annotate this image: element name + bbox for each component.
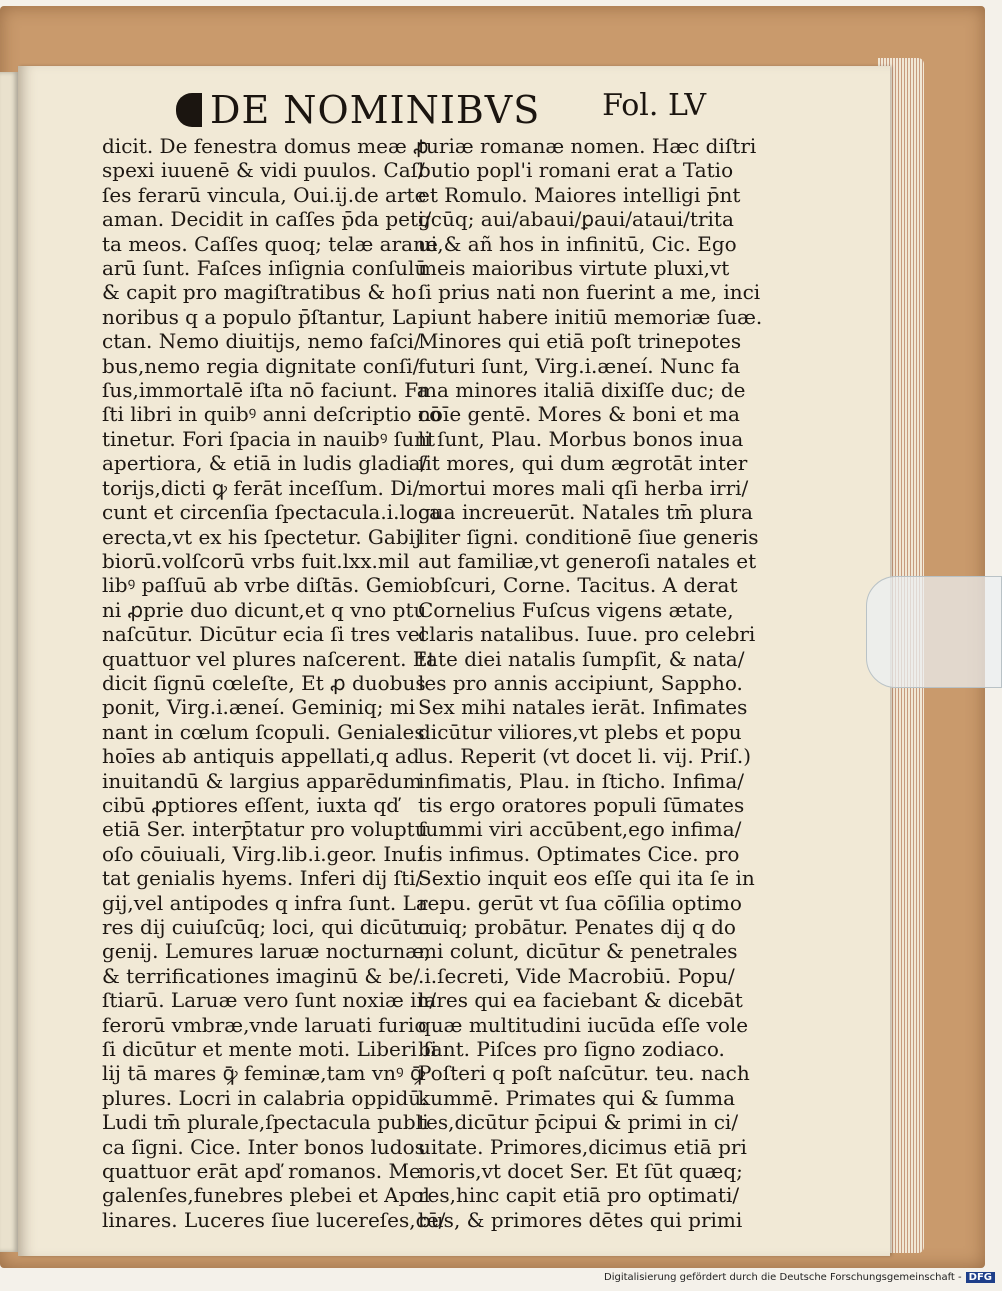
text-line: ma minores italiā dixiſſe duc; de: [418, 378, 746, 403]
text-line: ui,& añ hos in infinitū, Cic. Ego: [418, 231, 737, 256]
text-line: oſo cōuiuali, Virg.lib.i.geor. Inuí: [102, 841, 424, 866]
text-line: gcūq; aui/abaui/ꝑaui/ataui/trita: [418, 207, 734, 232]
text-column-right: [418, 134, 763, 1232]
text-line: liter ſigni. conditionē ſiue generis: [418, 524, 759, 549]
text-line: arū ſunt. Faſces inſignia conſulū: [102, 256, 428, 281]
text-line: lares qui ea faciebant & dicebāt: [418, 988, 743, 1013]
text-line: mortui mores mali qſi herba irri/: [418, 475, 749, 500]
digitization-credit: [604, 1272, 995, 1283]
text-line: noīe gentē. Mores & boni et ma: [418, 402, 740, 427]
text-line: quattuor erāt apď romanos. Me: [102, 1159, 421, 1184]
text-line: ferorū vmbræ,vnde laruati furio: [102, 1012, 427, 1037]
text-line: et Romulo. Maiores intelligi p̄nt: [418, 182, 741, 207]
text-line: dicit. De fenestra domus meæ ꝓ: [102, 134, 429, 158]
text-line: mi colunt, dicūtur & penetrales: [418, 939, 738, 964]
text-line: moris,vt docet Ser. Et ſūt quæq;: [418, 1159, 743, 1184]
text-line: linares. Luceres ſiue lucereſes,cē/: [102, 1207, 446, 1232]
text-line: aut familiæ,vt generoſi natales et: [418, 548, 757, 573]
text-line: ta meos. Caſſes quoq; telæ arane: [102, 231, 438, 256]
page-header: [176, 84, 706, 134]
text-line: Cornelius Fuſcus vigens ætate,: [418, 597, 734, 622]
text-line: noribus q a populo p̄ſtantur, La: [102, 304, 418, 329]
text-line: cuiq; probātur. Penates dij q do: [418, 915, 736, 939]
text-line: tis ergo oratores populi ſūmates: [418, 792, 745, 817]
text-line: bus,nemo regia dignitate conſi/: [102, 353, 420, 378]
text-line: ſi dicūtur et mente moti. Liberi ſi: [102, 1037, 437, 1062]
text-line: ctan. Nemo diuitijs, nemo faſci/: [102, 329, 421, 354]
text-line: li ſunt, Plau. Morbus bonos inua: [418, 426, 744, 451]
text-line: lij tā mares ꝙ̄ feminæ,tam vnꝰ ꝙ̄: [102, 1061, 426, 1086]
text-column-left: [102, 134, 446, 1232]
chapter-title-text: DE NOMINIBVS: [210, 88, 541, 132]
text-line: tis infimus. Optimates Cice. pro: [418, 841, 740, 866]
text-line: Ludi tm̄ plurale,ſpectacula publi: [102, 1110, 429, 1135]
text-line: biorū.volſcorū vrbs fuit.lxx.mil: [102, 548, 410, 573]
text-line: naſcūtur. Dicūtur ecia ſi tres vel: [102, 622, 427, 647]
text-line: & terrificationes imaginū & be/: [102, 963, 420, 988]
text-line: tate diei natalis ſumpſit, & nata/: [418, 646, 745, 671]
text-line: ſtiarū. Laruæ vero ſunt noxiæ in/: [102, 988, 437, 1013]
text-line: repu. gerūt vt ſua cōſilia optimo: [418, 890, 742, 915]
text-line: Sex mihi natales ierāt. Infimates: [418, 695, 748, 720]
folio-number: Fol. LV: [602, 88, 706, 123]
text-line: Poſteri q poſt naſcūtur. teu. nach: [418, 1061, 750, 1086]
text-line: bant. Piſces pro ſigno zodiaco.: [418, 1037, 725, 1062]
text-line: claris natalibus. Iuue. pro celebri: [418, 622, 756, 647]
text-line: ponit, Virg.i.æneí. Geminiq; mi: [102, 695, 416, 720]
text-line: ſes ferarū vincula, Oui.ij.de arte: [102, 182, 427, 207]
left-page-edge: [0, 72, 18, 1252]
text-line: inuitandū & largius apparēdum: [102, 768, 422, 793]
text-line: cibū ꝓptiores eſſent, iuxta qď: [102, 792, 400, 817]
credit-text: Digitalisierung gefördert durch die Deutsche Forschungsgemeinschaft -: [604, 1272, 962, 1283]
text-line: tat genialis hyems. Inferi dij ſti/: [102, 866, 423, 891]
text-line: nant in cœlum ſcopuli. Geniales: [102, 719, 425, 744]
text-line: ſi prius nati non fuerint a me, inci: [418, 280, 761, 305]
text-line: dicūtur viliores,vt plebs et popu: [418, 719, 742, 744]
text-line: Minores qui etiā poſt trinepotes: [418, 329, 742, 354]
text-line: ſus,immortalē iſta nō faciunt. Fa: [102, 378, 429, 403]
text-line: erecta,vt ex his ſpectetur. Gabij: [102, 524, 422, 549]
text-line: les pro annis accipiunt, Sappho.: [418, 670, 743, 695]
text-line: quattuor vel plures naſcerent. Et: [102, 646, 436, 671]
text-line: galenſes,funebres plebei et Apol: [102, 1183, 430, 1208]
text-line: piunt habere initiū memoriæ ſuæ.: [418, 304, 763, 329]
text-line: butio popl'i romani erat a Tatio: [418, 158, 734, 183]
text-line: tes,dicūtur p̄cipui & primi in ci/: [418, 1110, 739, 1135]
dfg-logo: DFG: [966, 1272, 995, 1283]
plastic-clip: [866, 576, 1002, 688]
text-line: quæ multitudini iucūda eſſe vole: [418, 1012, 749, 1037]
text-line: torijs,dicti ꝙ ferāt inceſſum. Di/: [102, 475, 420, 500]
chapter-title: [176, 88, 540, 132]
text-line: futuri ſunt, Virg.i.æneí. Nunc fa: [418, 353, 741, 378]
text-line: uitate. Primores,dicimus etiā pri: [418, 1134, 747, 1159]
text-line: obſcuri, Corne. Tacitus. A derat: [418, 573, 738, 598]
text-line: meis maioribus virtute pluxi,vt: [418, 256, 730, 281]
text-line: res dij cuiuſcūq; loci, qui dicūtur: [102, 915, 434, 939]
text-line: .i.ſecreti, Vide Macrobiū. Popu/: [418, 963, 735, 988]
text-line: ſti libri in quibꝰ anni deſcriptio cō: [102, 402, 442, 427]
text-line: & capit pro magiſtratibus & ho: [102, 280, 417, 305]
text-line: ca ſigni. Cice. Inter bonos ludos: [102, 1134, 425, 1159]
text-line: res,hinc capit etiā pro optimati/: [418, 1183, 740, 1208]
text-line: libꝰ paſſuū ab vrbe diſtās. Gemi: [102, 573, 419, 598]
text-line: kummē. Primates qui & ſumma: [418, 1085, 736, 1110]
text-line: spexi iuuenē & vidi puulos. Caſ/: [102, 158, 425, 183]
text-line: bus, & primores dētes qui primi: [418, 1207, 743, 1232]
text-line: dicit ſignū cœleſte, Et ꝓ duobus: [102, 670, 426, 695]
text-line: ni ꝓprie duo dicunt,et q vno ptu: [102, 597, 427, 622]
text-line: infimatis, Plau. in ſticho. Infima/: [418, 768, 744, 793]
text-line: plures. Locri in calabria oppidū.: [102, 1085, 428, 1110]
text-line: turiæ romanæ nomen. Hæc diſtri: [418, 134, 757, 158]
text-line: Sextio inquit eos eſſe qui ita ſe in: [418, 866, 755, 891]
text-line: tinetur. Fori ſpacia in nauibꝰ ſunt: [102, 426, 436, 451]
text-line: genij. Lemures laruæ nocturnæ,: [102, 939, 431, 964]
text-line: lus. Reperit (vt docet li. vij. Priſ.): [418, 744, 752, 769]
text-line: aman. Decidit in caſſes p̄da peti/: [102, 207, 432, 232]
text-line: ſit mores, qui dum ægrotāt inter: [418, 451, 748, 476]
text-line: gua increuerūt. Natales tm̄ plura: [418, 500, 753, 525]
text-line: cunt et circenſia ſpectacula.i.loca: [102, 500, 442, 525]
paragraph-mark-icon: [176, 93, 202, 127]
text-line: hoīes ab antiquis appellati,q ad: [102, 744, 420, 769]
text-line: apertiora, & etiā in ludis gladia/: [102, 451, 428, 476]
text-line: etiā Ser. interp̄tatur pro voluptu: [102, 817, 428, 842]
text-line: ſummi viri accūbent,ego infima/: [418, 817, 742, 842]
text-line: gij,vel antipodes q infra ſunt. La: [102, 890, 428, 915]
